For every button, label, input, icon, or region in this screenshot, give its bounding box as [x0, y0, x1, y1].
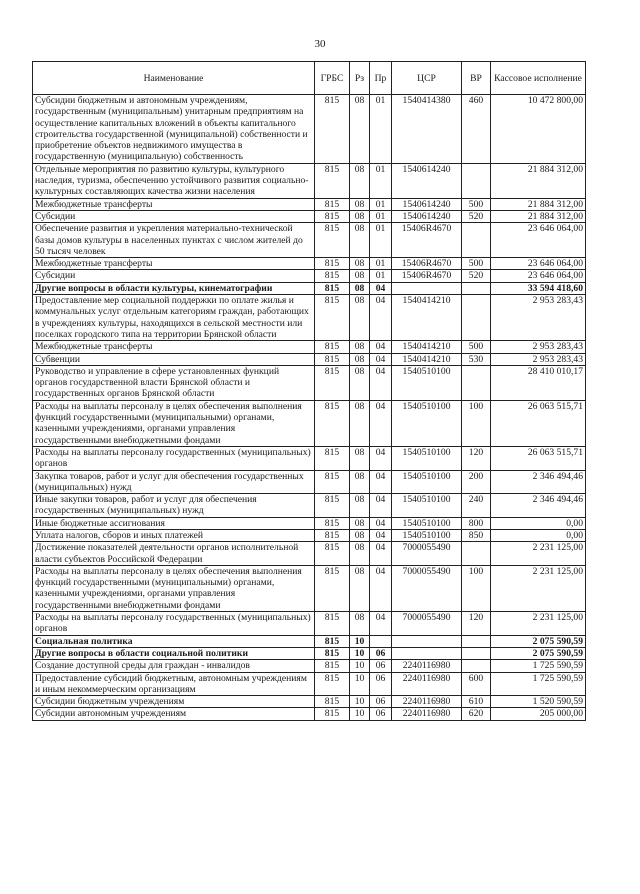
- cell-vr: 120: [462, 446, 491, 470]
- cell-csr: 1540510100: [392, 446, 462, 470]
- cell-amount: 205 000,00: [491, 708, 586, 720]
- cell-grbs: 815: [315, 258, 350, 270]
- cell-pr: [370, 635, 392, 647]
- cell-grbs: 815: [315, 295, 350, 341]
- cell-pr: 04: [370, 282, 392, 294]
- cell-amount: 2 231 125,00: [491, 612, 586, 636]
- cell-name: Закупка товаров, работ и услуг для обеспечения государственных (муниципальных) нужд: [33, 470, 315, 494]
- cell-amount: 21 884 312,00: [491, 198, 586, 210]
- header-amount: Кассовое исполнение: [491, 62, 586, 95]
- cell-vr: 200: [462, 470, 491, 494]
- cell-csr: 1540414380: [392, 95, 462, 164]
- cell-csr: 7000055490: [392, 565, 462, 611]
- cell-pr: 06: [370, 647, 392, 659]
- cell-pr: 04: [370, 565, 392, 611]
- cell-grbs: 815: [315, 198, 350, 210]
- cell-pr: 01: [370, 95, 392, 164]
- cell-grbs: 815: [315, 672, 350, 696]
- cell-grbs: 815: [315, 660, 350, 672]
- cell-csr: 1540414210: [392, 353, 462, 365]
- cell-name: Социальная политика: [33, 635, 315, 647]
- cell-name: Субвенции: [33, 353, 315, 365]
- cell-csr: 2240116980: [392, 708, 462, 720]
- cell-pr: 04: [370, 517, 392, 529]
- table-body: [33, 95, 586, 721]
- cell-amount: 0,00: [491, 529, 586, 541]
- cell-csr: 7000055490: [392, 612, 462, 636]
- cell-name: Расходы на выплаты персоналу в целях обеспечения выполнения функций государственными (муниципальными) органами, казенными учреждениями, органами управления государственными внебюджетными фондами: [33, 565, 315, 611]
- cell-vr: 500: [462, 341, 491, 353]
- table-row: [33, 612, 586, 636]
- table-row: [33, 365, 586, 400]
- cell-csr: [392, 282, 462, 294]
- cell-pr: 04: [370, 612, 392, 636]
- cell-pr: 04: [370, 542, 392, 566]
- cell-vr: [462, 223, 491, 258]
- table-row: [33, 470, 586, 494]
- cell-grbs: 815: [315, 95, 350, 164]
- cell-amount: 2 953 283,43: [491, 353, 586, 365]
- cell-name: Субсидии: [33, 270, 315, 282]
- cell-csr: 15406R4670: [392, 270, 462, 282]
- cell-grbs: 815: [315, 223, 350, 258]
- table-row: [33, 672, 586, 696]
- cell-rz: 08: [350, 565, 370, 611]
- cell-rz: 10: [350, 672, 370, 696]
- cell-amount: 21 884 312,00: [491, 210, 586, 222]
- table-row: [33, 223, 586, 258]
- cell-rz: 10: [350, 647, 370, 659]
- cell-amount: 1 725 590,59: [491, 672, 586, 696]
- cell-pr: 04: [370, 365, 392, 400]
- table-row: [33, 446, 586, 470]
- cell-rz: 08: [350, 400, 370, 446]
- cell-name: Иные бюджетные ассигнования: [33, 517, 315, 529]
- cell-grbs: 815: [315, 708, 350, 720]
- cell-grbs: 815: [315, 494, 350, 518]
- table-row: [33, 635, 586, 647]
- cell-rz: 08: [350, 198, 370, 210]
- cell-grbs: 815: [315, 446, 350, 470]
- cell-pr: 06: [370, 708, 392, 720]
- cell-vr: 520: [462, 210, 491, 222]
- cell-pr: 01: [370, 270, 392, 282]
- cell-csr: 7000055490: [392, 542, 462, 566]
- cell-csr: 2240116980: [392, 696, 462, 708]
- header-csr: ЦСР: [392, 62, 462, 95]
- table-row: [33, 210, 586, 222]
- cell-vr: [462, 635, 491, 647]
- table-row: [33, 163, 586, 198]
- table-row: [33, 258, 586, 270]
- cell-vr: 240: [462, 494, 491, 518]
- cell-name: Достижение показателей деятельности органов исполнительной власти субъектов Российской Федерации: [33, 542, 315, 566]
- cell-rz: 10: [350, 660, 370, 672]
- cell-name: Субсидии автономным учреждениям: [33, 708, 315, 720]
- table-row: [33, 708, 586, 720]
- cell-csr: 1540510100: [392, 470, 462, 494]
- cell-csr: [392, 647, 462, 659]
- cell-vr: 500: [462, 198, 491, 210]
- cell-rz: 08: [350, 163, 370, 198]
- cell-grbs: 815: [315, 635, 350, 647]
- cell-vr: [462, 295, 491, 341]
- cell-csr: 1540414210: [392, 341, 462, 353]
- cell-vr: [462, 365, 491, 400]
- cell-vr: 100: [462, 565, 491, 611]
- table-row: [33, 660, 586, 672]
- table-row: [33, 282, 586, 294]
- cell-name: Иные закупки товаров, работ и услуг для обеспечения государственных (муниципальных) нужд: [33, 494, 315, 518]
- cell-amount: 33 594 418,60: [491, 282, 586, 294]
- cell-grbs: 815: [315, 529, 350, 541]
- table-row: [33, 696, 586, 708]
- cell-grbs: 815: [315, 696, 350, 708]
- cell-csr: [392, 635, 462, 647]
- cell-grbs: 815: [315, 565, 350, 611]
- cell-pr: 04: [370, 446, 392, 470]
- header-name: Наименование: [33, 62, 315, 95]
- header-vr: ВР: [462, 62, 491, 95]
- cell-csr: 2240116980: [392, 660, 462, 672]
- cell-rz: 08: [350, 282, 370, 294]
- cell-name: Создание доступной среды для граждан - инвалидов: [33, 660, 315, 672]
- cell-name: Расходы на выплаты персоналу государственных (муниципальных) органов: [33, 612, 315, 636]
- cell-vr: [462, 282, 491, 294]
- cell-csr: 1540510100: [392, 365, 462, 400]
- cell-vr: 850: [462, 529, 491, 541]
- cell-rz: 08: [350, 542, 370, 566]
- cell-name: Обеспечение развития и укрепления материально-технической базы домов культуры в населенных пунктах с числом жителей до 50 тысяч человек: [33, 223, 315, 258]
- cell-rz: 08: [350, 446, 370, 470]
- budget-table: [32, 61, 586, 721]
- cell-amount: 2 346 494,46: [491, 494, 586, 518]
- cell-csr: 1540614240: [392, 198, 462, 210]
- cell-name: Другие вопросы в области социальной политики: [33, 647, 315, 659]
- cell-rz: 08: [350, 365, 370, 400]
- cell-rz: 08: [350, 517, 370, 529]
- cell-vr: 520: [462, 270, 491, 282]
- header-rz: Рз: [350, 62, 370, 95]
- cell-pr: 04: [370, 529, 392, 541]
- cell-pr: 01: [370, 223, 392, 258]
- cell-name: Межбюджетные трансферты: [33, 198, 315, 210]
- cell-amount: 26 063 515,71: [491, 400, 586, 446]
- cell-pr: 04: [370, 400, 392, 446]
- cell-csr: 1540414210: [392, 295, 462, 341]
- cell-pr: 04: [370, 341, 392, 353]
- cell-name: Другие вопросы в области культуры, кинематографии: [33, 282, 315, 294]
- cell-pr: 06: [370, 672, 392, 696]
- cell-amount: 26 063 515,71: [491, 446, 586, 470]
- cell-amount: 0,00: [491, 517, 586, 529]
- cell-csr: 1540614240: [392, 163, 462, 198]
- cell-name: Руководство и управление в сфере установленных функций органов государственной власти Брянской области и государственных органов Брянской области: [33, 365, 315, 400]
- cell-grbs: 815: [315, 400, 350, 446]
- cell-vr: [462, 163, 491, 198]
- cell-amount: 2 231 125,00: [491, 542, 586, 566]
- cell-name: Субсидии бюджетным учреждениям: [33, 696, 315, 708]
- cell-pr: 06: [370, 660, 392, 672]
- cell-rz: 08: [350, 494, 370, 518]
- cell-grbs: 815: [315, 517, 350, 529]
- cell-rz: 08: [350, 529, 370, 541]
- table-row: [33, 295, 586, 341]
- cell-csr: 1540510100: [392, 400, 462, 446]
- cell-pr: 01: [370, 258, 392, 270]
- header-pr: Пр: [370, 62, 392, 95]
- cell-vr: [462, 647, 491, 659]
- cell-pr: 04: [370, 470, 392, 494]
- cell-pr: 01: [370, 163, 392, 198]
- cell-vr: 120: [462, 612, 491, 636]
- cell-pr: 04: [370, 295, 392, 341]
- cell-grbs: 815: [315, 542, 350, 566]
- cell-name: Субсидии: [33, 210, 315, 222]
- cell-pr: 01: [370, 210, 392, 222]
- cell-amount: 1 725 590,59: [491, 660, 586, 672]
- cell-pr: 06: [370, 696, 392, 708]
- cell-name: Расходы на выплаты персоналу в целях обеспечения выполнения функций государственными (муниципальными) органами, казенными учреждениями, органами управления государственными внебюджетными фондами: [33, 400, 315, 446]
- table-row: [33, 400, 586, 446]
- cell-csr: 1540510100: [392, 529, 462, 541]
- table-row: [33, 517, 586, 529]
- cell-vr: 460: [462, 95, 491, 164]
- cell-grbs: 815: [315, 282, 350, 294]
- page-number: 30: [314, 38, 326, 50]
- cell-name: Уплата налогов, сборов и иных платежей: [33, 529, 315, 541]
- cell-grbs: 815: [315, 353, 350, 365]
- cell-amount: 2 075 590,59: [491, 635, 586, 647]
- cell-rz: 08: [350, 270, 370, 282]
- cell-grbs: 815: [315, 341, 350, 353]
- cell-csr: 1540510100: [392, 494, 462, 518]
- cell-vr: 800: [462, 517, 491, 529]
- cell-name: Предоставление субсидий бюджетным, автономным учреждениям и иным некоммерческим организациям: [33, 672, 315, 696]
- cell-amount: 2 231 125,00: [491, 565, 586, 611]
- cell-grbs: 815: [315, 163, 350, 198]
- cell-csr: 15406R4670: [392, 258, 462, 270]
- cell-csr: 1540510100: [392, 517, 462, 529]
- cell-vr: 500: [462, 258, 491, 270]
- cell-vr: 100: [462, 400, 491, 446]
- table-row: [33, 542, 586, 566]
- cell-rz: 08: [350, 470, 370, 494]
- cell-pr: 01: [370, 198, 392, 210]
- cell-grbs: 815: [315, 210, 350, 222]
- table-header-row: [33, 62, 586, 95]
- cell-name: Предоставление мер социальной поддержки по оплате жилья и коммунальных услуг отдельным категориям граждан, работающих в учреждениях культуры, находящихся в сельской местности или поселках городского типа на территории Брянской области: [33, 295, 315, 341]
- cell-grbs: 815: [315, 270, 350, 282]
- cell-csr: 1540614240: [392, 210, 462, 222]
- cell-amount: 10 472 800,00: [491, 95, 586, 164]
- cell-grbs: 815: [315, 612, 350, 636]
- cell-rz: 08: [350, 295, 370, 341]
- cell-vr: 610: [462, 696, 491, 708]
- cell-grbs: 815: [315, 647, 350, 659]
- table-row: [33, 647, 586, 659]
- cell-name: Межбюджетные трансферты: [33, 341, 315, 353]
- table-row: [33, 198, 586, 210]
- cell-amount: 28 410 010,17: [491, 365, 586, 400]
- cell-rz: 08: [350, 210, 370, 222]
- cell-amount: 2 953 283,43: [491, 295, 586, 341]
- cell-pr: 04: [370, 494, 392, 518]
- header-grbs: ГРБС: [315, 62, 350, 95]
- cell-rz: 08: [350, 353, 370, 365]
- cell-rz: 10: [350, 635, 370, 647]
- cell-amount: 1 520 590,59: [491, 696, 586, 708]
- cell-vr: 530: [462, 353, 491, 365]
- cell-vr: 600: [462, 672, 491, 696]
- cell-grbs: 815: [315, 470, 350, 494]
- cell-amount: 2 953 283,43: [491, 341, 586, 353]
- cell-rz: 08: [350, 612, 370, 636]
- cell-rz: 10: [350, 696, 370, 708]
- cell-amount: 2 346 494,46: [491, 470, 586, 494]
- cell-vr: [462, 542, 491, 566]
- cell-amount: 2 075 590,59: [491, 647, 586, 659]
- cell-name: Отдельные мероприятия по развитию культуры, культурного наследия, туризма, обеспечению устойчивого развития социально-культурных составляющих качества жизни населения: [33, 163, 315, 198]
- cell-rz: 08: [350, 258, 370, 270]
- table-row: [33, 353, 586, 365]
- cell-vr: [462, 660, 491, 672]
- cell-csr: 15406R4670: [392, 223, 462, 258]
- cell-vr: 620: [462, 708, 491, 720]
- cell-rz: 08: [350, 95, 370, 164]
- cell-amount: 23 646 064,00: [491, 270, 586, 282]
- table-row: [33, 494, 586, 518]
- cell-amount: 23 646 064,00: [491, 258, 586, 270]
- cell-name: Межбюджетные трансферты: [33, 258, 315, 270]
- table-row: [33, 565, 586, 611]
- table-row: [33, 341, 586, 353]
- cell-amount: 21 884 312,00: [491, 163, 586, 198]
- cell-grbs: 815: [315, 365, 350, 400]
- cell-csr: 2240116980: [392, 672, 462, 696]
- cell-rz: 08: [350, 223, 370, 258]
- cell-name: Расходы на выплаты персоналу государственных (муниципальных) органов: [33, 446, 315, 470]
- cell-name: Субсидии бюджетным и автономным учреждениям, государственным (муниципальным) унитарным предприятиям на осуществление капитальных вложений в объекты капитального строительства государственной (муниципальной) собственности и приобретение объектов недвижимого имущества в государственную (муниципальную) собственность: [33, 95, 315, 164]
- cell-rz: 10: [350, 708, 370, 720]
- cell-rz: 08: [350, 341, 370, 353]
- table-row: [33, 270, 586, 282]
- cell-amount: 23 646 064,00: [491, 223, 586, 258]
- table-row: [33, 95, 586, 164]
- table-row: [33, 529, 586, 541]
- cell-pr: 04: [370, 353, 392, 365]
